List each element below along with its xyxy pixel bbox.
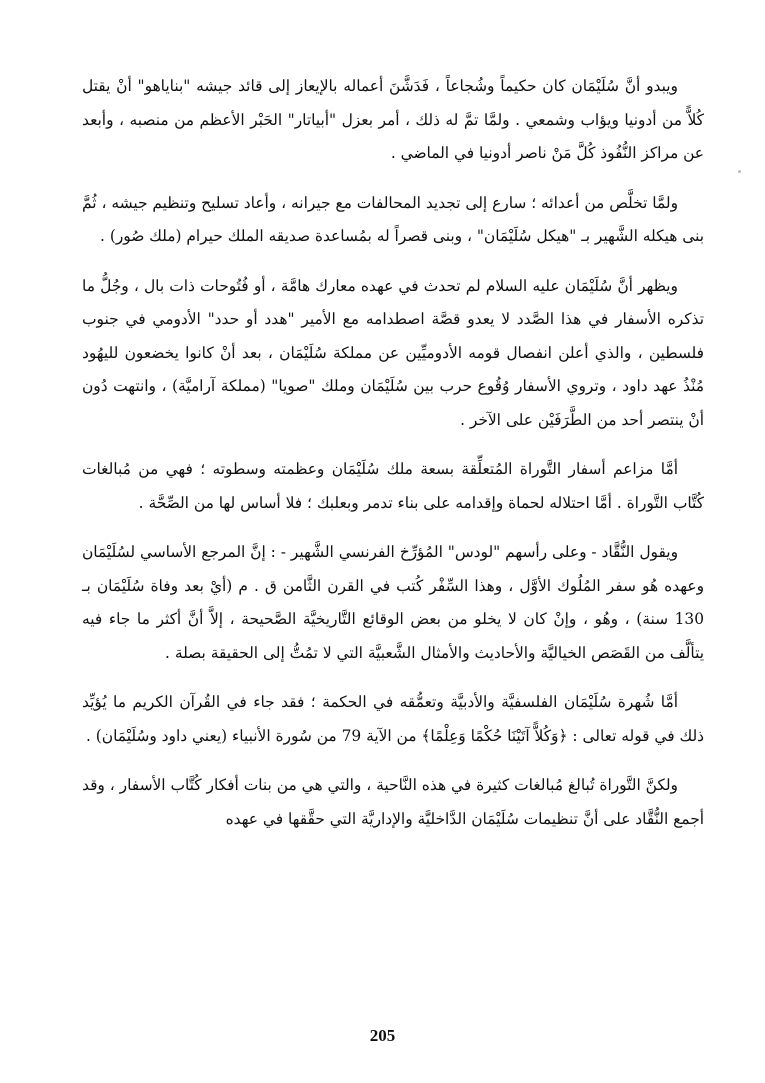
scan-speck [738,170,741,173]
paragraph-7: ولكنَّ التَّوراة تُبالغ مُبالغات كثيرة في هذه النَّاحية ، والتي هي من بنات أفكار كُتَّاب الأسفار ، وقد أجمع النُّقَّاد على أنَّ تنظيمات سُلَيْمَان الدَّاخليَّة والإداريَّة التي حقَّقها في عهده [82,776,704,828]
paragraph-2: ولمَّا تخلَّص من أعدائه ؛ سارع إلى تجديد المحالفات مع جيرانه ، وأعاد تسليح وتنظيم جيشه ، ثُمَّ بنى هيكله الشَّهير بـ "هيكل سُلَيْمَان" ، وبنى قصراً له بمُساعدة صديقه الملك حيرام (ملك صُور) . [82,193,704,245]
paragraph-5: ويقول النُّقَّاد - وعلى رأسهم "لودس" المُؤرِّخ الفرنسي الشَّهير - : إنَّ المرجع الأساسي لسُلَيْمَان وعهده هُو سفر المُلُوك الأوَّل ، وهذا السِّفْر كُتب في القرن الثَّامن ق . م (أيْ بعد وفاة سُلَيْمَان بـ 130 سنة) ، وهُو ، وإنْ كان لا يخلو من بعض الوقائع التَّاريخيَّة الصَّحيحة ، إلاَّ أنَّ أكثر ما جاء فيه يتألَّف من القَصَص الخياليَّة والأحاديث والأمثال الشَّعبيَّة التي لا تمُتُّ إلى الحقيقة بصلة . [82,543,704,662]
paragraph-6: أمَّا شُهرة سُلَيْمَان الفلسفيَّة والأدبيَّة وتعمُّقه في الحكمة ؛ فقد جاء في القُرآن الكريم ما يُؤيِّد ذلك في قوله تعالى : ﴿وَكُلاًّ آتَيْنَا حُكْمًا وَعِلْمًا﴾ من الآية 79 من سُورة الأنبياء (يعني داود وسُلَيْمَان) . [82,693,704,745]
paragraph-1: ويبدو أنَّ سُلَيْمَان كان حكيماً وشُجاعاً ، فَدَشَّنَ أعماله بالإيعاز إلى قائد جيشه "بناياهو" أنْ يقتل كُلاًّ من أدونيا ويؤاب وشمعي . ولمَّا تمَّ له ذلك ، أمر بعزل "أبياتار" الحَبْر الأعظم من منصبه ، وأبعد عن مراكز النُّفُوذ كُلَّ مَنْ ناصر أدونيا في الماضي . [82,77,704,162]
page-number: 205 [369,1026,396,1045]
body-text [82,70,704,852]
paragraph-3: ويظهر أنَّ سُلَيْمَان عليه السلام لم تحدث في عهده معارك هامَّة ، أو فُتُوحات ذات بال ، وجُلُّ ما تذكره الأسفار في هذا الصَّدد لا يعدو قصَّة اصطدامه مع الأمير "هدد أو حدد" الأدومي في جنوب فلسطين ، والذي أعلن انفصال قومه الأدوميِّين عن مملكة سُلَيْمَان ، بعد أنْ كانوا يخضعون لليهُود مُنْذُ عهد داود ، وتروي الأسفار وُقُوع حرب بين سُلَيْمَان وملك "صويا" (مملكة آراميَّة) ، وانتهت دُون أنْ ينتصر أحد من الطَّرَفَيْن على الآخر . [82,276,704,429]
paragraph-4: أمَّا مزاعم أسفار التَّوراة المُتعلِّقة بسعة ملك سُلَيْمَان وعظمته وسطوته ؛ فهي من مُبالغات كُتَّاب التَّوراة . أمَّا احتلاله لحماة وإقدامه على بناء تدمر وبعلبك ؛ فلا أساس لها من الصِّحَّة . [82,460,704,512]
